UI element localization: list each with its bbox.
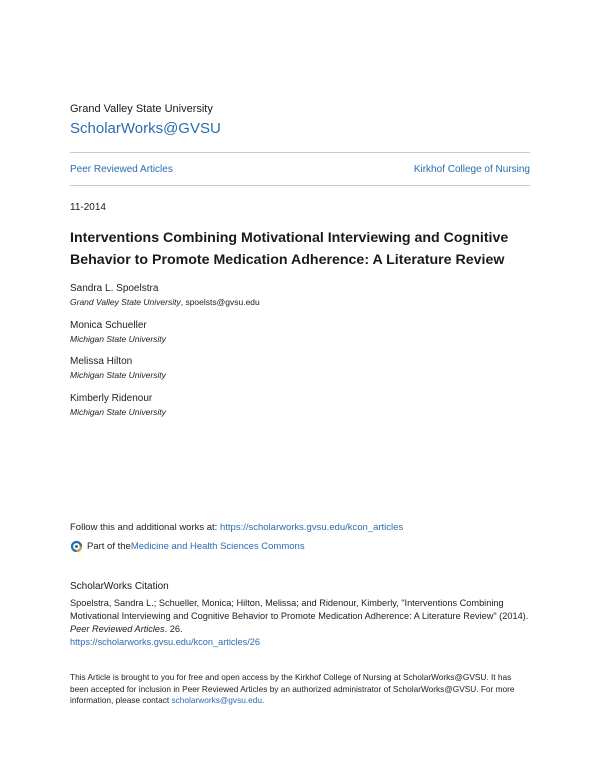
contact-email-link[interactable]: scholarworks@gvsu.edu: [171, 695, 262, 705]
citation-block: [70, 597, 530, 649]
publication-date: 11-2014: [70, 202, 106, 213]
author-name: Kimberly Ridenour: [70, 393, 153, 404]
follow-prefix: Follow this and additional works at:: [70, 522, 220, 533]
article-title: Interventions Combining Motivational Interviewing and Cognitive Behavior to Promote Medication Adherence: A Literature Review: [70, 230, 509, 268]
divider-bottom: [70, 185, 530, 186]
commons-link[interactable]: Medicine and Health Sciences Commons: [130, 541, 305, 552]
affiliation-text: Michigan State University: [70, 370, 166, 380]
citation-url-link[interactable]: https://scholarworks.gvsu.edu/kcon_articles/26: [70, 637, 260, 647]
citation-heading: ScholarWorks Citation: [70, 581, 169, 592]
affiliation-text: Michigan State University: [70, 334, 166, 344]
repository-link[interactable]: ScholarWorks@GVSU: [70, 120, 221, 137]
author-name: Monica Schueller: [70, 320, 147, 331]
affiliation-text: Grand Valley State University: [70, 297, 181, 307]
access-notice-text: This Article is brought to you for free and open access by the Kirkhof College of Nursing at ScholarWorks@GVSU. It has been accepted for inclusion in Peer Reviewed Articles by an authorized administrator of ScholarWorks@GVSU. For more information, please contact: [70, 672, 515, 705]
divider-top: [70, 152, 530, 153]
citation-text: Spoelstra, Sandra L.; Schueller, Monica; Hilton, Melissa; and Ridenour, Kimberly, "Interventions Combining Motivational Interviewing and Cognitive Behavior to Promote Medication Adherence: A Literature Review" (2014).: [70, 598, 529, 621]
citation-journal: Peer Reviewed Articles: [70, 624, 165, 634]
author-affiliation: [70, 334, 166, 344]
author-name: Melissa Hilton: [70, 356, 133, 367]
author-affiliation: [70, 297, 260, 307]
citation-number: . 26.: [164, 624, 183, 634]
collection-link[interactable]: Peer Reviewed Articles: [70, 164, 173, 175]
author-name: Sandra L. Spoelstra: [70, 283, 159, 294]
author-email: , spoelsts@gvsu.edu: [180, 297, 260, 307]
author-affiliation: [70, 370, 166, 380]
collection-url-link[interactable]: https://scholarworks.gvsu.edu/kcon_articles: [219, 522, 404, 533]
college-link[interactable]: Kirkhof College of Nursing: [413, 164, 530, 175]
university-name: Grand Valley State University: [70, 103, 213, 115]
access-notice: [70, 672, 530, 707]
part-of-line: [70, 540, 305, 553]
affiliation-text: Michigan State University: [70, 407, 166, 417]
commons-network-icon: [70, 540, 83, 553]
access-notice-end: .: [261, 695, 265, 705]
part-of-prefix: Part of the: [87, 541, 131, 552]
author-affiliation: [70, 407, 166, 417]
follow-line: [70, 522, 403, 533]
